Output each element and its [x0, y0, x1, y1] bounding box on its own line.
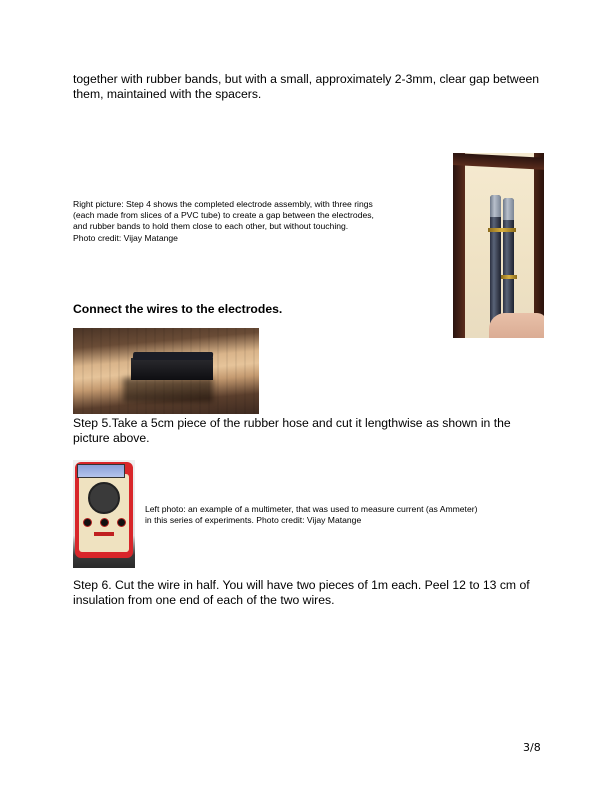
meter-jack-3	[117, 518, 126, 527]
section-heading: Connect the wires to the electrodes.	[73, 302, 283, 316]
right-picture-caption	[73, 199, 374, 244]
caption-left-line-1: Left photo: an example of a multimeter, that was used to measure current (as Ammeter)	[145, 504, 478, 514]
caption-left-line-2: in this series of experiments. Photo credit: Vijay Matange	[145, 515, 362, 526]
intro-line-1: together with rubber bands, but with a small, approximately 2-3mm, clear gap between	[73, 72, 540, 86]
door-frame-right	[534, 153, 544, 338]
meter-jack-1	[83, 518, 92, 527]
pvc-ring-lower	[501, 275, 517, 279]
caption-line-2: (each made from slices of a PVC tube) to create a gap between the electrodes,	[73, 210, 374, 221]
step-6-paragraph	[73, 578, 530, 608]
door-frame-top	[453, 153, 544, 170]
intro-paragraph	[73, 72, 539, 102]
hose-top-edge	[133, 352, 214, 360]
step-5-line-1: Step 5.Take a 5cm piece of the rubber hose and cut it lengthwise as shown in the	[73, 416, 511, 430]
intro-line-2: them, maintained with the spacers.	[73, 87, 262, 101]
pvc-ring-upper	[488, 228, 516, 232]
step-5-paragraph	[73, 416, 511, 446]
hand	[489, 313, 544, 338]
meter-display	[77, 464, 125, 478]
caption-line-1: Right picture: Step 4 shows the completed electrode assembly, with three rings	[73, 199, 373, 209]
page-number: 3/8	[523, 741, 541, 754]
electrode-assembly-photo	[453, 153, 544, 338]
door-frame-left	[453, 153, 465, 338]
caption-line-3: and rubber bands to hold them close to each other, but without touching.	[73, 221, 349, 232]
meter-face	[79, 474, 129, 552]
hose-shadow	[123, 378, 213, 402]
caption-line-4: Photo credit: Vijay Matange	[73, 232, 178, 243]
step-6-line-2: insulation from one end of each of the two wires.	[73, 593, 335, 607]
rubber-hose-photo	[73, 328, 259, 414]
meter-brand-label	[94, 532, 114, 536]
meter-dial	[88, 482, 120, 514]
hose-body	[131, 358, 213, 380]
multimeter-photo	[73, 460, 135, 568]
step-6-line-1: Step 6. Cut the wire in half. You will have two pieces of 1m each. Peel 12 to 13 cm of	[73, 578, 530, 592]
left-photo-caption	[145, 504, 477, 526]
meter-jack-2	[100, 518, 109, 527]
step-5-line-2: picture above.	[73, 431, 150, 445]
